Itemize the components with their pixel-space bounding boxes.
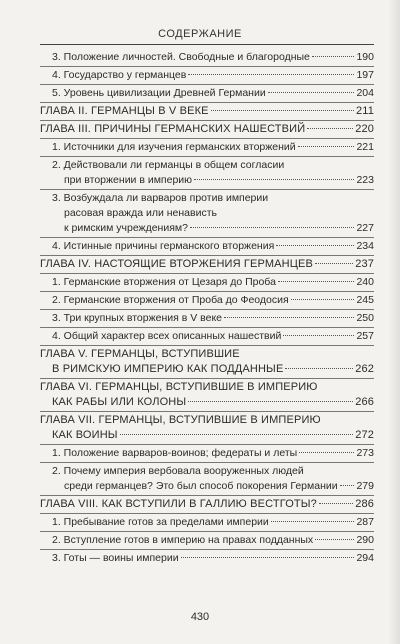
dot-leader (211, 110, 354, 111)
toc-entry-title: ГЛАВА III. ПРИЧИНЫ ГЕРМАНСКИХ НАШЕСТВИЙ (40, 123, 306, 135)
dot-leader (268, 92, 355, 93)
dot-leader (315, 539, 354, 540)
dot-leader (340, 485, 355, 486)
toc-section-entry[interactable] (40, 239, 374, 254)
toc-entry-line (52, 86, 374, 101)
toc-section-entry[interactable] (40, 68, 374, 83)
toc-page-number: 234 (356, 240, 374, 252)
toc-page-number: 272 (355, 429, 374, 441)
toc-entry-title: 2. Вступление готов в империю на правах подданных (52, 534, 314, 546)
toc-divider (40, 102, 374, 103)
toc-entry-line (52, 239, 374, 254)
toc-page-number: 223 (356, 174, 374, 186)
toc-page-number: 220 (355, 123, 374, 135)
toc-section-entry[interactable] (40, 140, 374, 155)
toc-entry-title: 4. Истинные причины германского вторжения (52, 240, 275, 252)
toc-entry-title: к римским учреждениям? (64, 222, 188, 234)
toc-entry-line (40, 380, 374, 395)
toc-page-number: 190 (356, 51, 374, 63)
toc-entry-line (40, 362, 374, 377)
toc-page-number: 250 (356, 312, 374, 324)
toc-entry-title: при вторжении в империю (64, 174, 193, 186)
toc-page-number: 290 (356, 534, 374, 546)
toc-entry-title: 2. Действовали ли германцы в общем согласии (52, 159, 285, 171)
toc-entry-line (52, 275, 374, 290)
toc-divider (40, 549, 374, 550)
toc-entry-line (52, 551, 374, 566)
dot-leader (312, 56, 355, 57)
toc-entry-line (52, 50, 374, 65)
dot-leader (319, 503, 353, 504)
toc-section-entry[interactable] (40, 86, 374, 101)
toc-section-entry[interactable] (40, 464, 374, 494)
toc-entry-title: 3. Возбуждала ли варваров против империи (52, 192, 269, 204)
toc-entry-line (52, 206, 374, 221)
toc-divider (40, 345, 374, 346)
toc-entry-title: ГЛАВА VIII. КАК ВСТУПИЛИ В ГАЛЛИЮ ВЕСТГОТЫ? (40, 498, 317, 510)
dot-leader (120, 434, 354, 435)
toc-section-entry[interactable] (40, 50, 374, 65)
dot-leader (188, 401, 353, 402)
toc-page-number: 287 (356, 516, 374, 528)
toc-entry-line (52, 329, 374, 344)
toc-entry-title: ГЛАВА VII. ГЕРМАНЦЫ, ВСТУПИВШИЕ В ИМПЕРИЮ (40, 414, 321, 426)
toc-divider (40, 273, 374, 274)
toc-chapter-entry[interactable] (40, 413, 374, 443)
toc-entry-line (40, 104, 374, 119)
toc-section-entry[interactable] (40, 446, 374, 461)
toc-page-number: 279 (356, 480, 374, 492)
toc-page-number: 237 (355, 258, 374, 270)
dot-leader (188, 74, 354, 75)
toc-entry-title: 5. Уровень цивилизации Древней Германии (52, 87, 266, 99)
toc-divider (40, 462, 374, 463)
toc-divider (40, 378, 374, 379)
toc-chapter-entry[interactable] (40, 257, 374, 272)
toc-divider (40, 291, 374, 292)
toc-entry-title: среди германцев? Это был способ покорения Германии (64, 480, 338, 492)
toc-entry-line (52, 293, 374, 308)
toc-chapter-entry[interactable] (40, 380, 374, 410)
toc-page-number: 197 (356, 69, 374, 81)
toc-entry-line (52, 173, 374, 188)
toc-section-entry[interactable] (40, 191, 374, 236)
toc-entry-line (52, 221, 374, 236)
toc-entry-line (40, 428, 374, 443)
toc-section-entry[interactable] (40, 551, 374, 566)
dot-leader (276, 245, 354, 246)
dot-leader (283, 335, 354, 336)
toc-entry-title: 3. Положение личностей. Свободные и благородные (52, 51, 310, 63)
toc-entry-title: 3. Готы — воины империи (52, 552, 179, 564)
toc-chapter-entry[interactable] (40, 347, 374, 377)
running-header: СОДЕРЖАНИЕ (158, 28, 242, 40)
toc-page-number: 286 (355, 498, 374, 510)
toc-entry-line (52, 68, 374, 83)
page-edge-shadow (388, 0, 400, 644)
toc-entry-title: В РИМСКУЮ ИМПЕРИЮ КАК ПОДДАННЫЕ (52, 363, 284, 375)
toc-section-entry[interactable] (40, 293, 374, 308)
toc-entry-title: 2. Германские вторжения от Проба до Феодосия (52, 294, 289, 306)
toc-entry-title: ГЛАВА VI. ГЕРМАНЦЫ, ВСТУПИВШИЕ В ИМПЕРИЮ (40, 381, 318, 393)
toc-entry-line (52, 158, 374, 173)
toc-entry-title: 1. Положение варваров-воинов; федераты и леты (52, 447, 298, 459)
toc-page-number: 211 (356, 105, 374, 117)
toc-page-number: 262 (355, 363, 374, 375)
dot-leader (315, 263, 353, 264)
toc-entry-title: 1. Германские вторжения от Цезаря до Проба (52, 276, 276, 288)
toc-section-entry[interactable] (40, 158, 374, 188)
toc-page-number: 257 (356, 330, 374, 342)
toc-entry-title: ГЛАВА II. ГЕРМАНЦЫ В V ВЕКЕ (40, 105, 209, 117)
dot-leader (298, 146, 355, 147)
toc-entry-line (52, 515, 374, 530)
toc-divider (40, 531, 374, 532)
toc-section-entry[interactable] (40, 533, 374, 548)
dot-leader (181, 557, 355, 558)
toc-entry-title: расовая вражда или ненависть (64, 207, 217, 219)
toc-entry-line (40, 257, 374, 272)
toc-entry-line (40, 497, 374, 512)
toc-chapter-entry[interactable] (40, 104, 374, 119)
toc-entry-line (52, 464, 374, 479)
toc-page-number: 240 (356, 276, 374, 288)
toc-section-entry[interactable] (40, 275, 374, 290)
dot-leader (190, 227, 355, 228)
toc-divider (40, 327, 374, 328)
toc-entry-line (52, 191, 374, 206)
toc-page-number: 227 (356, 222, 374, 234)
dot-leader (271, 521, 355, 522)
dot-leader (299, 452, 354, 453)
dot-leader (285, 368, 353, 369)
toc-section-entry[interactable] (40, 311, 374, 326)
toc-page-number: 294 (356, 552, 374, 564)
toc-page-number: 273 (356, 447, 374, 459)
toc-divider (40, 189, 374, 190)
toc-entry-line (40, 395, 374, 410)
dot-leader (194, 179, 354, 180)
toc-divider (40, 138, 374, 139)
page-number: 430 (190, 611, 210, 623)
toc-chapter-entry[interactable] (40, 497, 374, 512)
toc-entry-line (40, 347, 374, 362)
toc-divider (40, 309, 374, 310)
toc-divider (40, 156, 374, 157)
toc-entry-line (52, 533, 374, 548)
toc-section-entry[interactable] (40, 515, 374, 530)
toc-entry-title: 1. Пребывание готов за пределами империи (52, 516, 269, 528)
toc-entry-title: 2. Почему империя вербовала вооруженных людей (52, 465, 304, 477)
toc-entry-line (40, 122, 374, 137)
dot-leader (278, 281, 355, 282)
dot-leader (307, 128, 353, 129)
toc-divider (40, 495, 374, 496)
toc-entry-title: КАК ВОИНЫ (52, 429, 118, 441)
toc-divider (40, 84, 374, 85)
toc-entry-title: 1. Источники для изучения германских вторжений (52, 141, 296, 153)
toc-entry-line (52, 479, 374, 494)
dot-leader (291, 299, 355, 300)
toc-entry-title: 4. Государство у германцев (52, 69, 187, 81)
toc-entry-title: ГЛАВА IV. НАСТОЯЩИЕ ВТОРЖЕНИЯ ГЕРМАНЦЕВ (40, 258, 314, 270)
toc-entry-line (52, 446, 374, 461)
toc-entry-title: 3. Три крупных вторжения в V веке (52, 312, 222, 324)
toc-entry-title: ГЛАВА V. ГЕРМАНЦЫ, ВСТУПИВШИЕ (40, 348, 240, 360)
toc-page-number: 204 (356, 87, 374, 99)
toc-entry-line (52, 140, 374, 155)
toc-divider (40, 120, 374, 121)
toc-divider (40, 444, 374, 445)
dot-leader (224, 317, 354, 318)
toc-entry-line (52, 311, 374, 326)
toc-divider (40, 513, 374, 514)
toc-entry-title: КАК РАБЫ ИЛИ КОЛОНЫ (52, 396, 187, 408)
toc-divider (40, 255, 374, 256)
toc-page-number: 245 (356, 294, 374, 306)
toc-divider (40, 411, 374, 412)
toc-chapter-entry[interactable] (40, 122, 374, 137)
toc-divider (40, 237, 374, 238)
toc-entry-title: 4. Общий характер всех описанных нашествий (52, 330, 282, 342)
toc-page-number: 221 (356, 141, 374, 153)
toc-entry-line (40, 413, 374, 428)
toc-section-entry[interactable] (40, 329, 374, 344)
table-of-contents (40, 50, 374, 566)
header-rule (40, 44, 374, 45)
toc-divider (40, 66, 374, 67)
toc-page-number: 266 (355, 396, 374, 408)
